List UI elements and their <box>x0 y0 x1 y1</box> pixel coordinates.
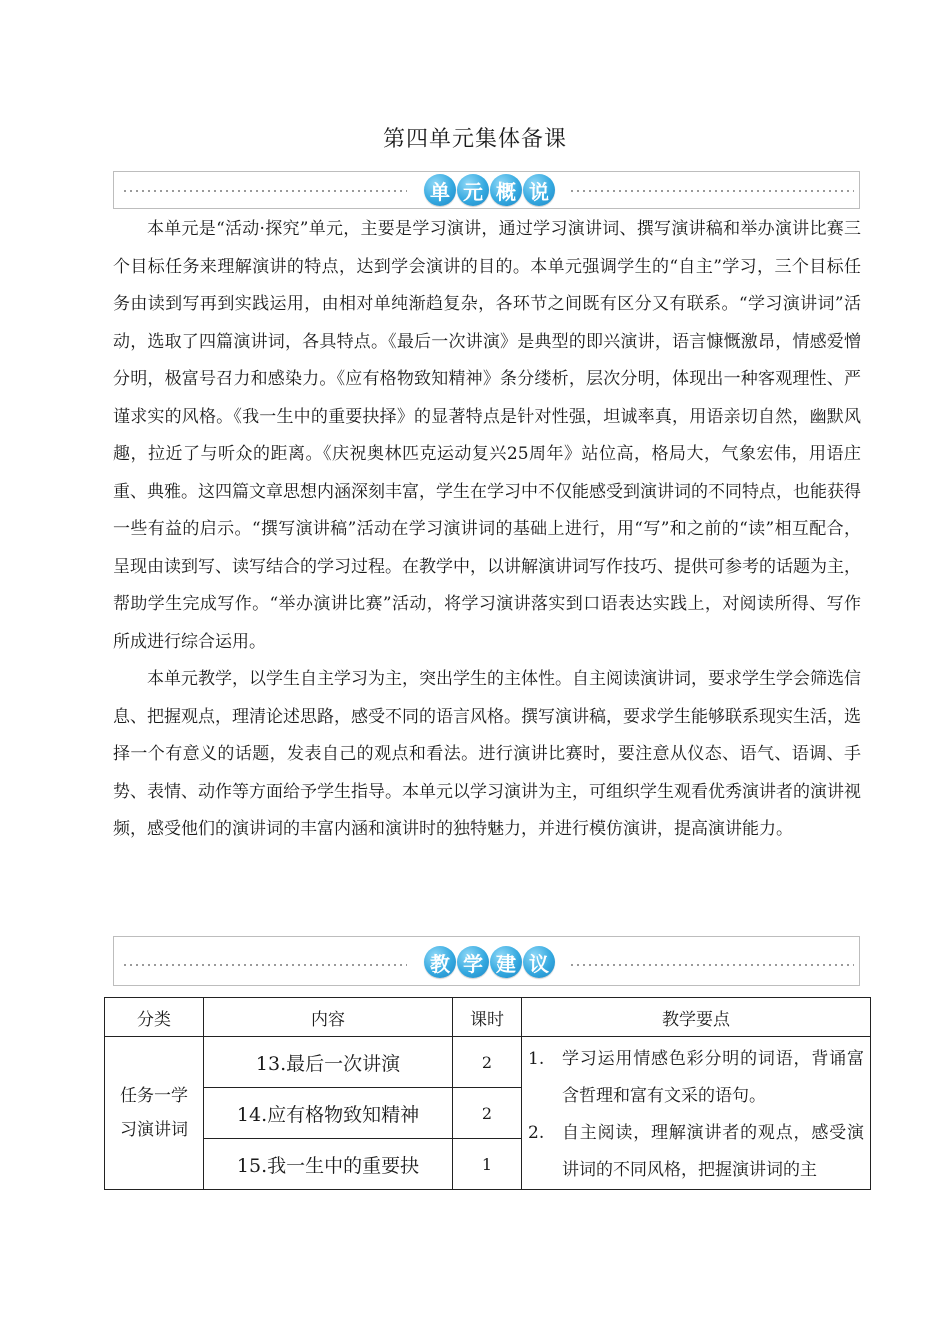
banner-char: 元 <box>457 174 489 206</box>
table-row <box>105 1037 871 1088</box>
course-cell: 13.最后一次讲演 <box>204 1037 453 1088</box>
section-banner-overview <box>113 171 860 209</box>
key-point-item <box>528 1115 864 1189</box>
key-point-number: 2. <box>528 1123 545 1143</box>
banner-char: 学 <box>457 946 489 978</box>
banner-char: 说 <box>523 174 555 206</box>
table-header-row <box>105 998 871 1037</box>
banner-char: 概 <box>490 174 522 206</box>
banner-char: 教 <box>424 946 456 978</box>
banner-char: 单 <box>424 174 456 206</box>
header-content: 内容 <box>204 998 453 1037</box>
banner-title-suggestions <box>424 946 555 978</box>
header-category: 分类 <box>105 998 204 1037</box>
overview-paragraph-2: 本单元教学，以学生自主学习为主，突出学生的主体性。自主阅读演讲词，要求学生学会筛选信息、把握观点，理清论述思路，感受不同的语言风格。撰写演讲稿，要求学生能够联系现实生活，选择一个有意义的话题，发表自己的观点和看法。进行演讲比赛时，要注意从仪态、语气、语调、手势、表情、动作等方面给予学生指导。本单元以学习演讲为主，可组织学生观看优秀演讲者的演讲视频，感受他们的演讲词的丰富内涵和演讲时的独特魅力，并进行模仿演讲，提高演讲能力。 <box>113 669 861 839</box>
key-point-number: 1. <box>528 1049 545 1069</box>
overview-body <box>113 211 861 849</box>
header-hours: 课时 <box>453 998 522 1037</box>
hours-cell: 2 <box>453 1037 522 1088</box>
teaching-plan-table <box>104 997 871 1190</box>
overview-paragraph-1: 本单元是“活动·探究”单元，主要是学习演讲，通过学习演讲词、撰写演讲稿和举办演讲比赛三个目标任务来理解演讲的特点，达到学会演讲的目的。本单元强调学生的“自主”学习，三个目标任务由读到写再到实践运用，由相对单纯渐趋复杂，各环节之间既有区分又有联系。“学习演讲词”活动，选取了四篇演讲词，各具特点。《最后一次讲演》是典型的即兴演讲，语言慷慨激昂，情感爱憎分明，极富号召力和感染力。《应有格物致知精神》条分缕析，层次分明，体现出一种客观理性、严谨求实的风格。《我一生中的重要抉择》的显著特点是针对性强，坦诚率真，用语亲切自然，幽默风趣，拉近了与听众的距离。《庆祝奥林匹克运动复兴25周年》站位高，格局大，气象宏伟，用语庄重、典雅。这四篇文章思想内涵深刻丰富，学生在学习中不仅能感受到演讲词的不同特点，也能获得一些有益的启示。“撰写演讲稿”活动在学习演讲词的基础上进行，用“写”和之前的“读”相互配合，呈现由读到写、读写结合的学习过程。在教学中，以讲解演讲词写作技巧、提供可参考的话题为主，帮助学生完成写作。“举办演讲比赛”活动，将学习演讲落实到口语表达实践上，对阅读所得、写作所成进行综合运用。 <box>113 219 861 652</box>
category-cell: 任务一学习演讲词 <box>105 1037 204 1190</box>
key-point-text: 学习运用情感色彩分明的词语，背诵富含哲理和富有文采的语句。 <box>562 1049 864 1106</box>
dotted-rule-right <box>569 964 854 966</box>
banner-char: 建 <box>490 946 522 978</box>
key-point-text: 自主阅读，理解演讲者的观点，感受演讲词的不同风格，把握演讲词的主 <box>562 1123 864 1180</box>
banner-char: 议 <box>523 946 555 978</box>
key-points-cell <box>522 1037 871 1190</box>
course-cell: 15.我一生中的重要抉 <box>204 1139 453 1190</box>
page-title: 第四单元集体备课 <box>382 127 567 152</box>
dotted-rule-right <box>569 190 854 192</box>
section-banner-suggestions <box>113 936 860 986</box>
dotted-rule-left <box>122 190 407 192</box>
hours-cell: 1 <box>453 1139 522 1190</box>
course-cell: 14.应有格物致知精神 <box>204 1088 453 1139</box>
key-point-item <box>528 1041 864 1115</box>
dotted-rule-left <box>122 964 407 966</box>
header-key-points: 教学要点 <box>522 998 871 1037</box>
banner-title-overview <box>424 174 555 206</box>
hours-cell: 2 <box>453 1088 522 1139</box>
